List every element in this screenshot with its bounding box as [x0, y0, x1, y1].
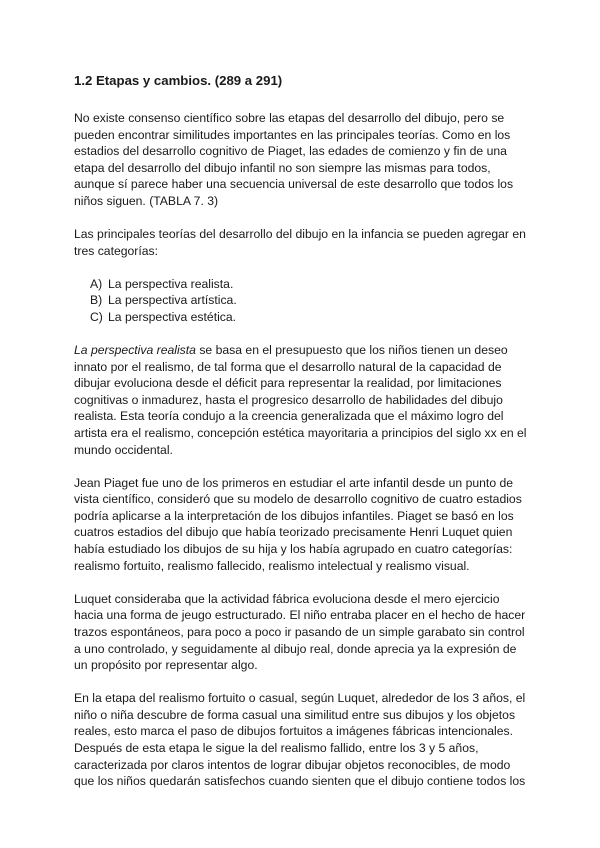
paragraph-text: se basa en el presupuesto que los niños tienen un deseo innato por el realismo, de tal forma que el desarrollo natural de la capacidad de dibujar evoluciona desde el déficit para representar la realidad, por limitaciones cognitivas o inmadurez, hasta el progresico desarrollo de habilidades del dibujo realista. Esta teoría condujo a la creencia generalizada que el máximo logro del artista era el realismo, concepción estética mayoritaria a principios del siglo xx en el mundo occidental.	[74, 343, 527, 457]
categories-list	[74, 276, 528, 326]
paragraph-piaget: Jean Piaget fue uno de los primeros en estudiar el arte infantil desde un punto de vista científico, consideró que su modelo de desarrollo cognitivo de cuatro estadios podría aplicarse a la interpretación de los dibujos infantiles. Piaget se basó en los cuatros estadios del dibujo que había teorizado precisamente Henri Luquet quien había estudiado los dibujos de su hija y los había agrupado en cuatro categorías: realismo fortuito, realismo fallecido, realismo intelectual y realismo visual.	[74, 475, 522, 573]
italic-term: La perspectiva realista	[74, 343, 196, 358]
list-marker: A)	[90, 276, 103, 291]
list-item	[90, 292, 528, 309]
list-item-text: La perspectiva realista.	[108, 276, 234, 291]
list-marker: B)	[90, 293, 103, 308]
section-heading: 1.2 Etapas y cambios. (289 a 291)	[74, 73, 283, 88]
paragraph-stages: En la etapa del realismo fortuito o casual, según Luquet, alrededor de los 3 años, el niño o niña descubre de forma casual una similitud entre sus dibujos y los objetos reales, esto marca el paso de dibujos fortuitos a imágenes fábricas intencionales. Después de esta etapa le sigue la del realismo fallido, entre los 3 y 5 años, caracterizada por claros intentos de lograr dibujar objetos reconocibles, de modo que los niños quedarán satisfechos cuando sienten que el dibujo contiene todos los	[74, 691, 526, 789]
document-page	[74, 72, 528, 806]
paragraph-intro: No existe consenso científico sobre las etapas del desarrollo del dibujo, pero se pueden encontrar similitudes importantes en las principales teorías. Como en los estadios del desarrollo cognitivo de Piaget, las edades de comienzo y fin de una etapa del desarrollo del dibujo infantil no son siempre las mismas para todos, aunque sí parece haber una secuencia universal de este desarrollo que todos los niños siguen. (TABLA 7. 3)	[74, 111, 514, 208]
list-item-text: La perspectiva estética.	[108, 309, 237, 324]
list-item	[90, 276, 528, 293]
list-marker: C)	[90, 309, 103, 324]
paragraph-luquet: Luquet consideraba que la actividad fábrica evoluciona desde el mero ejercicio hacia una forma de jeugo estructurado. El niño entraba placer en el hecho de hacer trazos espontáneos, para poco a poco ir pasando de un simple garabato sin control a uno controlado, y seguidamente al dibujo real, donde aprecia ya la expresión de un propósito por representar algo.	[74, 591, 526, 673]
list-item	[90, 309, 528, 326]
paragraph-realist-perspective	[74, 342, 528, 458]
paragraph-categories: Las principales teorías del desarrollo del dibujo en la infancia se pueden agregar en tres categorías:	[74, 227, 526, 258]
list-item-text: La perspectiva artística.	[108, 293, 237, 308]
